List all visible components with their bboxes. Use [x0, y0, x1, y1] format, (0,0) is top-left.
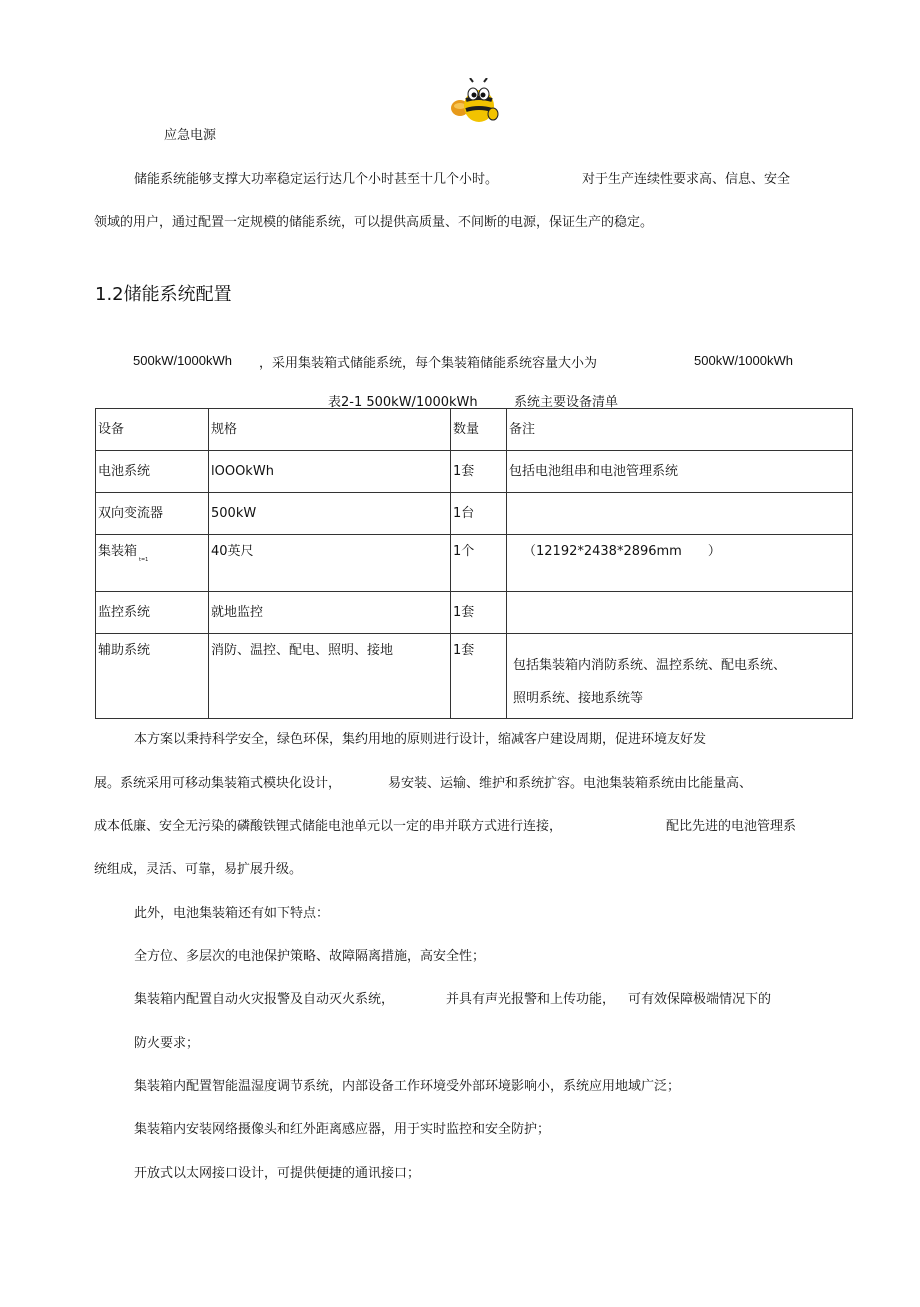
cell-device: 双向变流器 — [96, 493, 209, 535]
body-p1-line-2b: 易安装、运输、维护和系统扩容。电池集装箱系统由比能量高、 — [388, 776, 753, 791]
header-note: 备注 — [507, 409, 853, 451]
cell-spec: 500kW — [209, 493, 451, 535]
header-spec: 规格 — [209, 409, 451, 451]
cell-spec: 就地监控 — [209, 592, 451, 634]
config-tail-capacity: 500kW/1000kWh — [694, 353, 793, 368]
cell-note: （12192*2438*2896mm ） — [507, 535, 853, 592]
section-heading: 1.2储能系统配置 — [95, 284, 232, 305]
feature-4: 集装箱内安装网络摄像头和红外距离感应器，用于实时监控和安全防护； — [134, 1122, 551, 1137]
table-caption-b: 系统主要设备清单 — [514, 395, 619, 410]
cell-note — [507, 634, 853, 719]
body-p1-line-4: 统组成，灵活、可靠，易扩展升级。 — [94, 862, 303, 877]
feature-2b: 并具有声光报警和上传功能， — [446, 992, 616, 1007]
cell-qty: 1套 — [451, 634, 507, 719]
feature-2c: 可有效保障极端情况下的 — [628, 992, 772, 1007]
intro-line-1b: 对于生产连续性要求高、信息、安全 — [582, 172, 791, 187]
cell-device-text: 集装箱 — [98, 544, 138, 559]
cell-note — [507, 493, 853, 535]
equipment-table — [95, 408, 853, 719]
body-p1-line-2a: 展。系统采用可移动集装箱式模块化设计， — [94, 776, 342, 791]
cell-note — [507, 592, 853, 634]
feature-2d: 防火要求； — [134, 1036, 200, 1051]
feature-2a: 集装箱内配置自动火灾报警及自动灭火系统， — [134, 992, 395, 1007]
feature-5: 开放式以太网接口设计，可提供便捷的通讯接口； — [134, 1166, 421, 1181]
config-lead-capacity: 500kW/1000kWh — [133, 353, 232, 368]
cell-spec: 40英尺 — [209, 535, 451, 592]
config-lead-text: ，采用集装箱式储能系统，每个集装箱储能系统容量大小为 — [259, 356, 598, 371]
cell-device — [96, 535, 209, 592]
cell-qty: 1套 — [451, 592, 507, 634]
cell-spec: 消防、温控、配电、照明、接地 — [209, 634, 451, 719]
cell-qty: 1台 — [451, 493, 507, 535]
table-row — [96, 535, 853, 592]
section-label: 应急电源 — [164, 128, 217, 143]
table-row — [96, 592, 853, 634]
body-p1-line-3a: 成本低廉、安全无污染的磷酸铁锂式储能电池单元以一定的串并联方式进行连接， — [94, 819, 563, 834]
header-device: 设备 — [96, 409, 209, 451]
table-row — [96, 634, 853, 719]
body-p2: 此外，电池集装箱还有如下特点： — [134, 906, 330, 921]
body-p1-line-1: 本方案以秉持科学安全，绿色环保，集约用地的原则进行设计，缩减客户建设周期，促进环境友好发 — [134, 732, 707, 747]
cell-device: 监控系统 — [96, 592, 209, 634]
cell-device-subscript: t=1 — [139, 557, 149, 563]
cell-spec: lOOOkWh — [209, 451, 451, 493]
cell-qty: 1套 — [451, 451, 507, 493]
cell-device: 电池系统 — [96, 451, 209, 493]
note-line-1: 包括集装箱内消防系统、温控系统、配电系统、 — [513, 658, 787, 673]
feature-1: 全方位、多层次的电池保护策略、故障隔离措施，高安全性； — [134, 949, 486, 964]
cell-qty: 1个 — [451, 535, 507, 592]
body-p1-line-3b: 配比先进的电池管理系 — [666, 819, 797, 834]
intro-line-2: 领域的用户，通过配置一定规模的储能系统，可以提供高质量、不间断的电源，保证生产的稳定。 — [94, 215, 654, 230]
cell-device: 辅助系统 — [96, 634, 209, 719]
feature-3: 集装箱内配置智能温湿度调节系统，内部设备工作环境受外部环境影响小，系统应用地域广泛； — [134, 1079, 681, 1094]
note-line-2: 照明系统、接地系统等 — [513, 691, 644, 706]
table-caption-a: 表2-1 500kW/1000kWh — [328, 395, 478, 410]
intro-line-1a: 储能系统能够支撑大功率稳定运行达几个小时甚至十几个小时。 — [134, 172, 499, 187]
header-qty: 数量 — [451, 409, 507, 451]
table-row — [96, 493, 853, 535]
table-header-row — [96, 409, 853, 451]
cell-note: 包括电池组串和电池管理系统 — [507, 451, 853, 493]
bee-mascot-icon — [446, 78, 502, 126]
table-row — [96, 451, 853, 493]
